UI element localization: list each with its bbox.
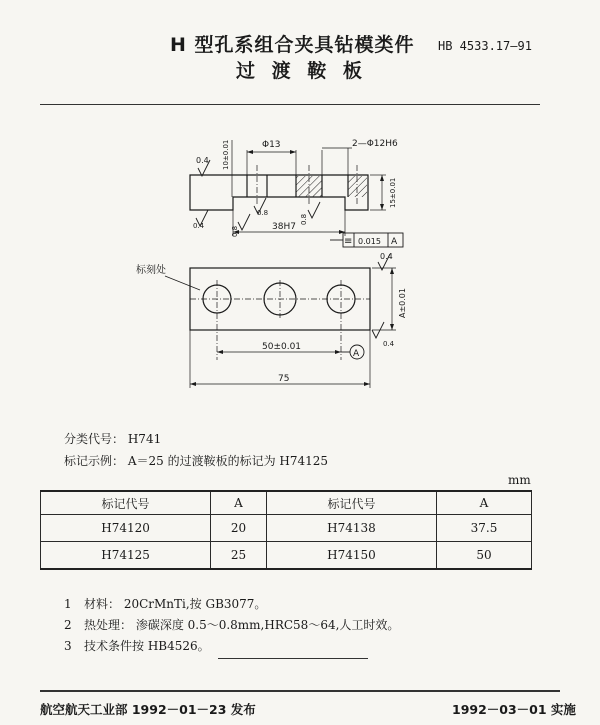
tolerance-value: 0.015 <box>358 237 381 246</box>
effective-date: 1992－03－01 实施 <box>452 702 576 717</box>
example-text: A＝25 的过渡鞍板的标记为 H74125 <box>127 454 329 468</box>
class-code-label: 分类代号： <box>64 432 125 446</box>
roughness-label-3: 0.8 <box>231 225 239 237</box>
roughness-label-7: 0.4 <box>383 340 395 348</box>
tolerance-symbol: ≡ <box>344 236 353 247</box>
table-unit: mm <box>508 473 531 487</box>
standard-code: HB 4533.17—91 <box>438 39 532 53</box>
roughness-label-4: 0.8 <box>257 209 269 217</box>
table-cell: 25 <box>211 542 267 570</box>
table-cell: 50 <box>437 542 532 570</box>
footer-rule <box>40 690 560 692</box>
dim-phi13: Φ13 <box>262 140 281 150</box>
header-mark-code-1: 标记代号 <box>41 491 211 515</box>
table-row <box>41 515 532 542</box>
table-header-row <box>41 491 532 515</box>
dim-holes: 2—Φ12H6 <box>352 139 398 149</box>
datum-label: A <box>353 349 360 359</box>
class-code-line <box>64 430 161 447</box>
header-a-1: A <box>211 491 267 515</box>
note-item: 2 热处理： 渗碳深度 0.5～0.8mm,HRC58～64,人工时效。 <box>64 618 400 632</box>
technical-notes <box>64 594 399 657</box>
example-label: 标记示例： <box>64 454 125 468</box>
table-cell: H74138 <box>266 515 436 542</box>
dim-slot-width: 38H7 <box>272 222 296 232</box>
issuer-line: 航空航天工业部 1992－01－23 发布 <box>40 702 256 717</box>
note-item: 1 材料： 20CrMnTi,按 GB3077。 <box>64 597 267 611</box>
dim-top-thickness: 10±0.01 <box>222 139 230 170</box>
table-cell: 20 <box>211 515 267 542</box>
roughness-label-2: 0.4 <box>193 222 205 230</box>
note-item: 3 技术条件按 HB4526。 <box>64 639 210 653</box>
document-title: H 型孔系组合夹具钻模类件 <box>170 34 415 56</box>
table-cell: H74120 <box>41 515 211 542</box>
roughness-label-5: 0.8 <box>300 213 308 225</box>
dim-height: 15±0.01 <box>389 177 397 208</box>
header-a-2: A <box>437 491 532 515</box>
class-code-value: H741 <box>127 432 162 446</box>
table-cell: H74125 <box>41 542 211 570</box>
example-line <box>64 452 328 469</box>
spec-table <box>40 490 532 570</box>
end-rule <box>218 658 368 659</box>
document-subtitle: 过 渡 鞍 板 <box>236 60 367 82</box>
front-view-section <box>190 165 368 210</box>
header-mark-code-2: 标记代号 <box>266 491 436 515</box>
tolerance-datum: A <box>391 237 398 247</box>
table-cell: 37.5 <box>437 515 532 542</box>
table-cell: H74150 <box>266 542 436 570</box>
table-row <box>41 542 532 570</box>
roughness-label-1: 0.4 <box>196 156 209 165</box>
roughness-label-6: 0.4 <box>380 252 393 261</box>
marking-label: 标刻处 <box>136 265 166 276</box>
dim-pitch: 50±0.01 <box>262 342 302 352</box>
dim-width-a: A±0.01 <box>398 288 407 318</box>
dim-length: 75 <box>278 374 290 384</box>
